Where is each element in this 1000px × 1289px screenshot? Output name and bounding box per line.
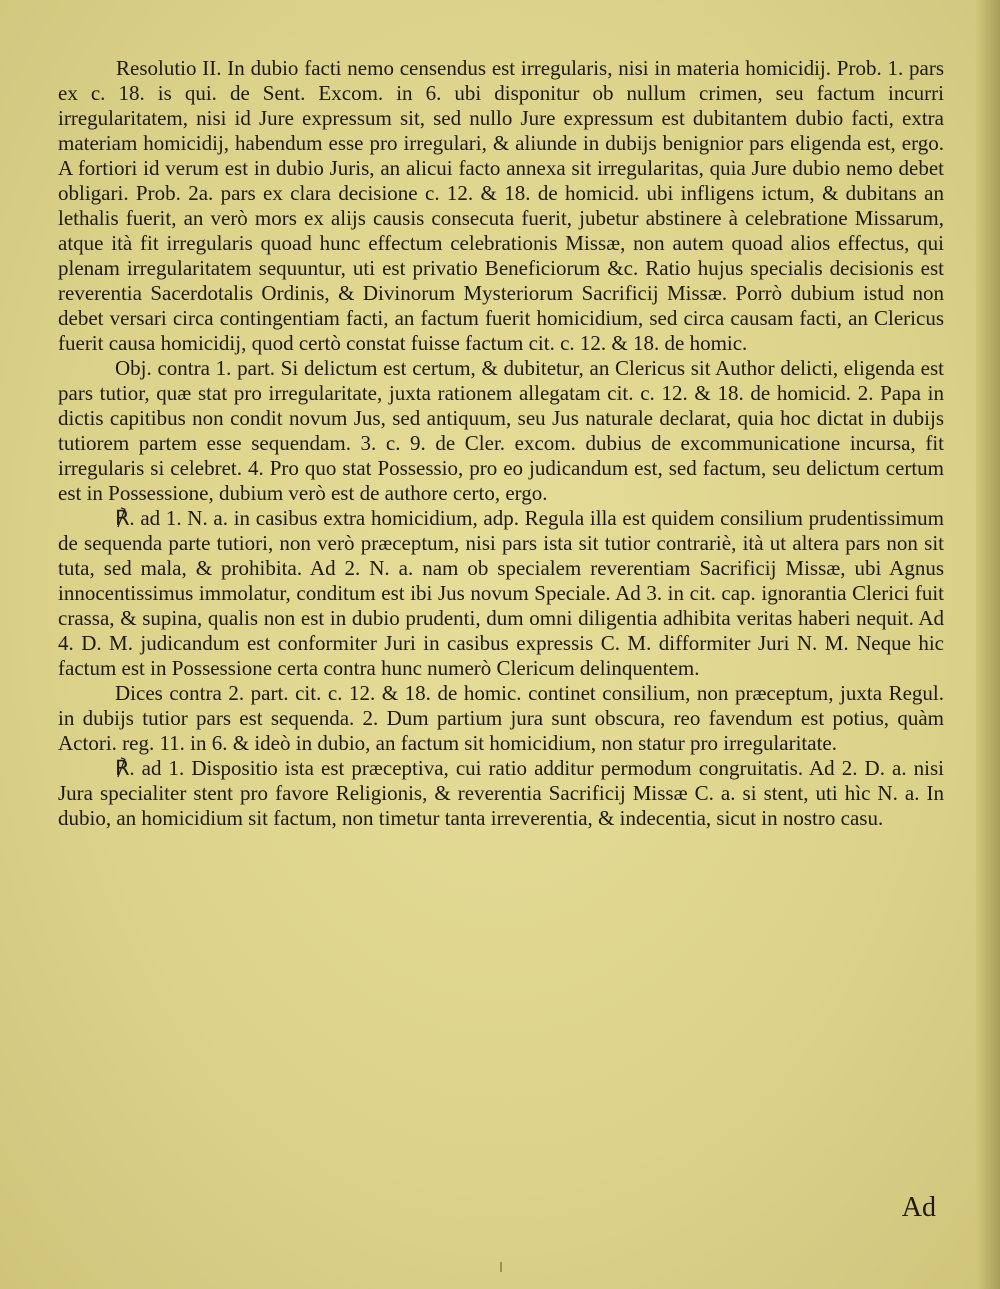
page-gutter — [976, 0, 1000, 1289]
paragraph-responsio-1: ℟. ad 1. N. a. in casibus extra homicidium, adp. Regula illa est quidem consilium prudentissimum de sequenda parte tutiori, non verò præceptum, nisi pars ista sit tutior contrariè, ità ut altera pars non sit tuta, sed mala, & prohibita. Ad 2. N. a. nam ob specialem reverentiam Sacrificij Missæ, ubi Agnus innocentissimus immolatur, conditum est ibi Jus novum Speciale. Ad 3. in cit. cap. ignorantia Clerici fuit crassa, & supina, qualis non est in dubio prudenti, dum omni diligentia adhibita veritas haberi nequit. Ad 4. D. M. judicandum est conformiter Juri in casibus expressis C. M. difformiter Juri N. M. Neque hic factum est in Possessione certa contra hunc numerò Clericum delinquentem. — [58, 506, 944, 680]
paragraph-objectio-2: Dices contra 2. part. cit. c. 12. & 18. de homic. continet consilium, non præceptum, juxta Regul. in dubijs tutior pars est sequenda. 2. Dum partium jura sunt obscura, reo favendum est potius, quàm Actori. reg. 11. in 6. & ideò in dubio, an factum sit homicidium, non statur pro irregularitate. — [58, 681, 944, 755]
catchword: Ad — [901, 1192, 936, 1223]
page-mark — [500, 1262, 502, 1272]
paragraph-responsio-2: ℟. ad 1. Dispositio ista est præceptiva, cui ratio additur permodum congruitatis. Ad 2. D. a. nisi Jura specialiter stent pro favore Religionis, & reverentia Sacrificij Missæ C. a. si stent, uti hìc N. a. In dubio, an homicidium sit factum, non timetur tanta irreverentia, & indecentia, sicut in nostro casu. — [58, 756, 944, 830]
body-text — [58, 56, 944, 831]
paragraph-resolutio: Resolutio II. In dubio facti nemo censendus est irregularis, nisi in materia homicidij. Prob. 1. pars ex c. 18. is qui. de Sent. Excom. in 6. ubi disponitur ob nullum crimen, seu factum incurri irregularitatem, nisi id Jure expressum sit, sed nullo Jure expressum est dubitantem dubio facti, extra materiam homicidij, habendum esse pro irregulari, & aliunde in dubijs benignior pars eligenda est, ergo. A fortiori id verum est in dubio Juris, an alicui facto annexa sit irregularitas, quia Jure dubio nemo debet obligari. Prob. 2a. pars ex clara decisione c. 12. & 18. de homicid. ubi infligens ictum, & dubitans an lethalis fuerit, an verò mors ex alijs causis consecuta fuerit, jubetur abstinere à celebratione Missarum, atque ità fit irregularis quoad hunc effectum celebrationis Missæ, non autem quoad alios effectus, qui plenam irregularitatem sequuntur, uti est privatio Beneficiorum &c. Ratio hujus specialis decisionis est reverentia Sacerdotalis Ordinis, & Divinorum Mysteriorum Sacrificij Missæ. Porrò dubium istud non debet versari circa contingentiam facti, an factum fuerit homicidium, sed circa causam facti, an Clericus fuerit causa homicidij, quod certò constat fuisse factum cit. c. 12. & 18. de homic. — [58, 56, 944, 355]
paragraph-objectio-1: Obj. contra 1. part. Si delictum est certum, & dubitetur, an Clericus sit Author delicti, eligenda est pars tutior, quæ stat pro irregularitate, juxta rationem allegatam cit. c. 12. & 18. de homicid. 2. Papa in dictis capitibus non condit novum Jus, sed antiquum, seu Jus naturale declarat, quia hoc dictat in dubijs tutiorem partem esse sequendam. 3. c. 9. de Cler. excom. dubius de excommunicatione incursa, fit irregularis si celebret. 4. Pro quo stat Possessio, pro eo judicandum est, sed factum, seu delictum certum est in Possessione, dubium verò est de authore certo, ergo. — [58, 356, 944, 505]
